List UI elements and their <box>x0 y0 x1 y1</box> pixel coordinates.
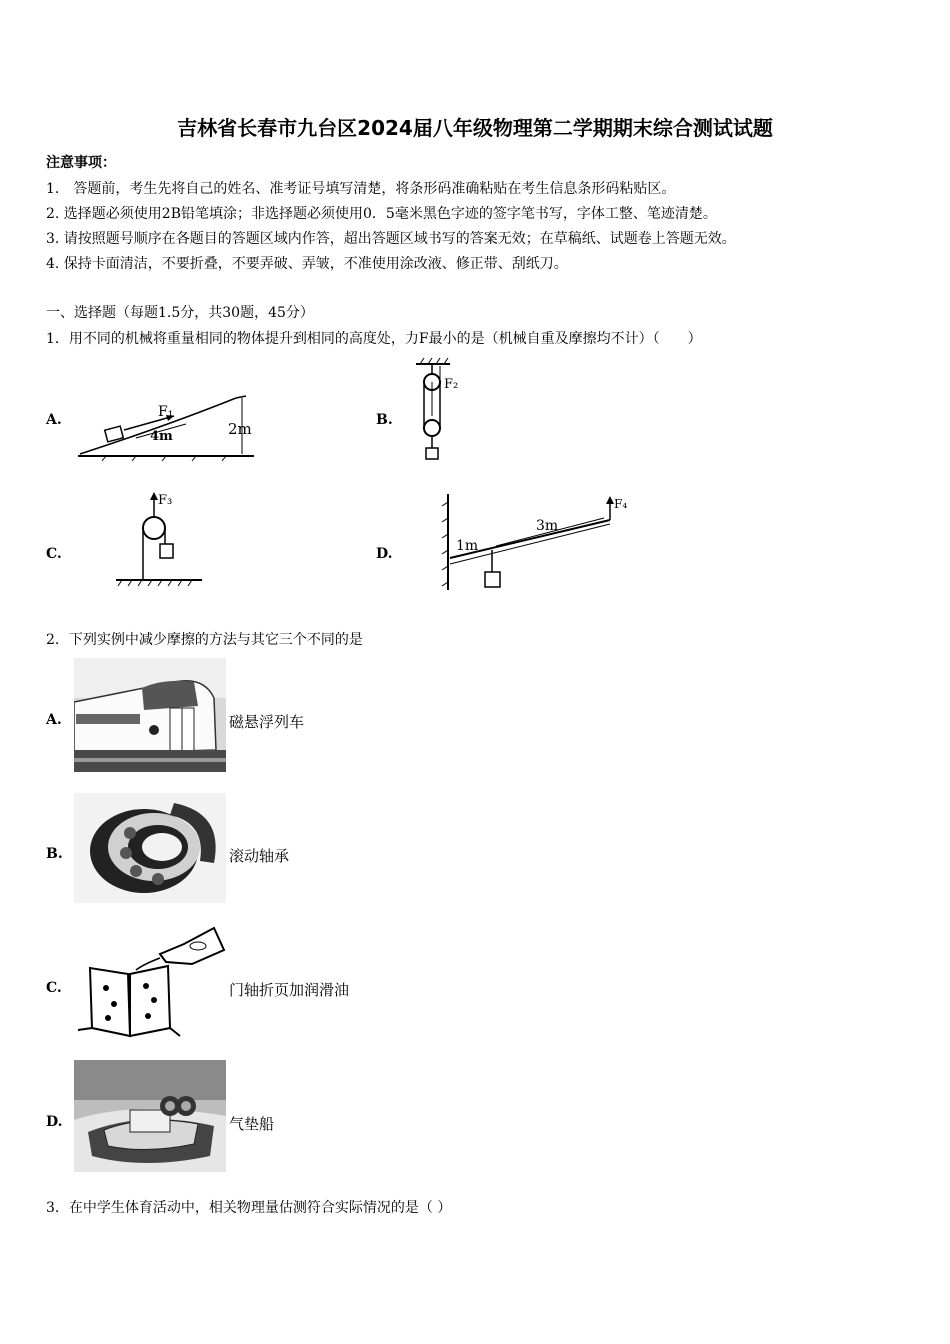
question-2-stem: 2．下列实例中减少摩擦的方法与其它三个不同的是 <box>46 632 363 648</box>
q2-option-b-caption: 滚动轴承 <box>229 847 290 865</box>
page-title: 吉林省长春市九台区2024届八年级物理第二学期期末综合测试试题 <box>177 116 773 140</box>
notice-item: 3. 请按照题号顺序在各题目的答题区域内作答，超出答题区域书写的答案无效；在草稿纸、试题卷上答题无效。 <box>46 231 736 247</box>
q2-option-a-label: A. <box>46 712 62 728</box>
question-3-stem: 3．在中学生体育活动中，相关物理量估测符合实际情况的是（ ） <box>46 1200 452 1216</box>
door-hinge-image <box>74 924 226 1044</box>
pulley-block-figure <box>410 356 470 464</box>
notice-item: 2. 选择题必须使用2B铅笔填涂；非选择题必须使用0．5毫米黑色字迹的签字笔书写，字体工整、笔迹清楚。 <box>46 206 717 222</box>
q1-option-c-label: C. <box>46 546 62 562</box>
maglev-train-image <box>74 658 226 772</box>
hovercraft-image <box>74 1060 226 1172</box>
q1-option-a-label: A. <box>46 412 62 428</box>
incline-figure <box>76 388 266 463</box>
q2-option-a-caption: 磁悬浮列车 <box>229 713 305 731</box>
notice-item: 1. 答题前，考生先将自己的姓名、准考证号填写清楚，将条形码准确粘贴在考生信息条形码粘贴区。 <box>46 181 676 197</box>
incline-force-label: F₁ <box>158 404 174 420</box>
movable-pulley-force-label: F₃ <box>158 493 173 508</box>
movable-pulley-figure <box>114 488 206 588</box>
notice-item: 4. 保持卡面清洁，不要折叠，不要弄破、弄皱，不准使用涂改液、修正带、刮纸刀。 <box>46 256 568 272</box>
rolling-bearing-image <box>74 793 226 903</box>
q2-option-d-caption: 气垫船 <box>229 1115 275 1133</box>
lever-short-arm-label: 1m <box>456 538 479 554</box>
q1-option-d-label: D. <box>376 546 393 562</box>
q1-option-b-label: B. <box>376 412 393 428</box>
incline-height-label: 2m <box>228 420 252 438</box>
pulley-block-force-label: F₂ <box>444 377 459 392</box>
lever-figure <box>440 492 640 592</box>
q2-option-c-label: C. <box>46 980 62 996</box>
q2-option-b-label: B. <box>46 846 63 862</box>
question-1-stem: 1．用不同的机械将重量相同的物体提升到相同的高度处，力F最小的是（机械自重及摩擦均不计）（ ） <box>46 331 702 347</box>
section-heading: 一、选择题（每题1.5分，共30题，45分） <box>46 305 314 321</box>
lever-force-label: F₄ <box>614 497 628 511</box>
incline-slope-label: 4m <box>150 429 173 444</box>
notice-heading: 注意事项： <box>46 155 116 171</box>
lever-long-arm-label: 3m <box>536 518 559 534</box>
q2-option-d-label: D. <box>46 1114 63 1130</box>
q2-option-c-caption: 门轴折页加润滑油 <box>229 981 350 999</box>
